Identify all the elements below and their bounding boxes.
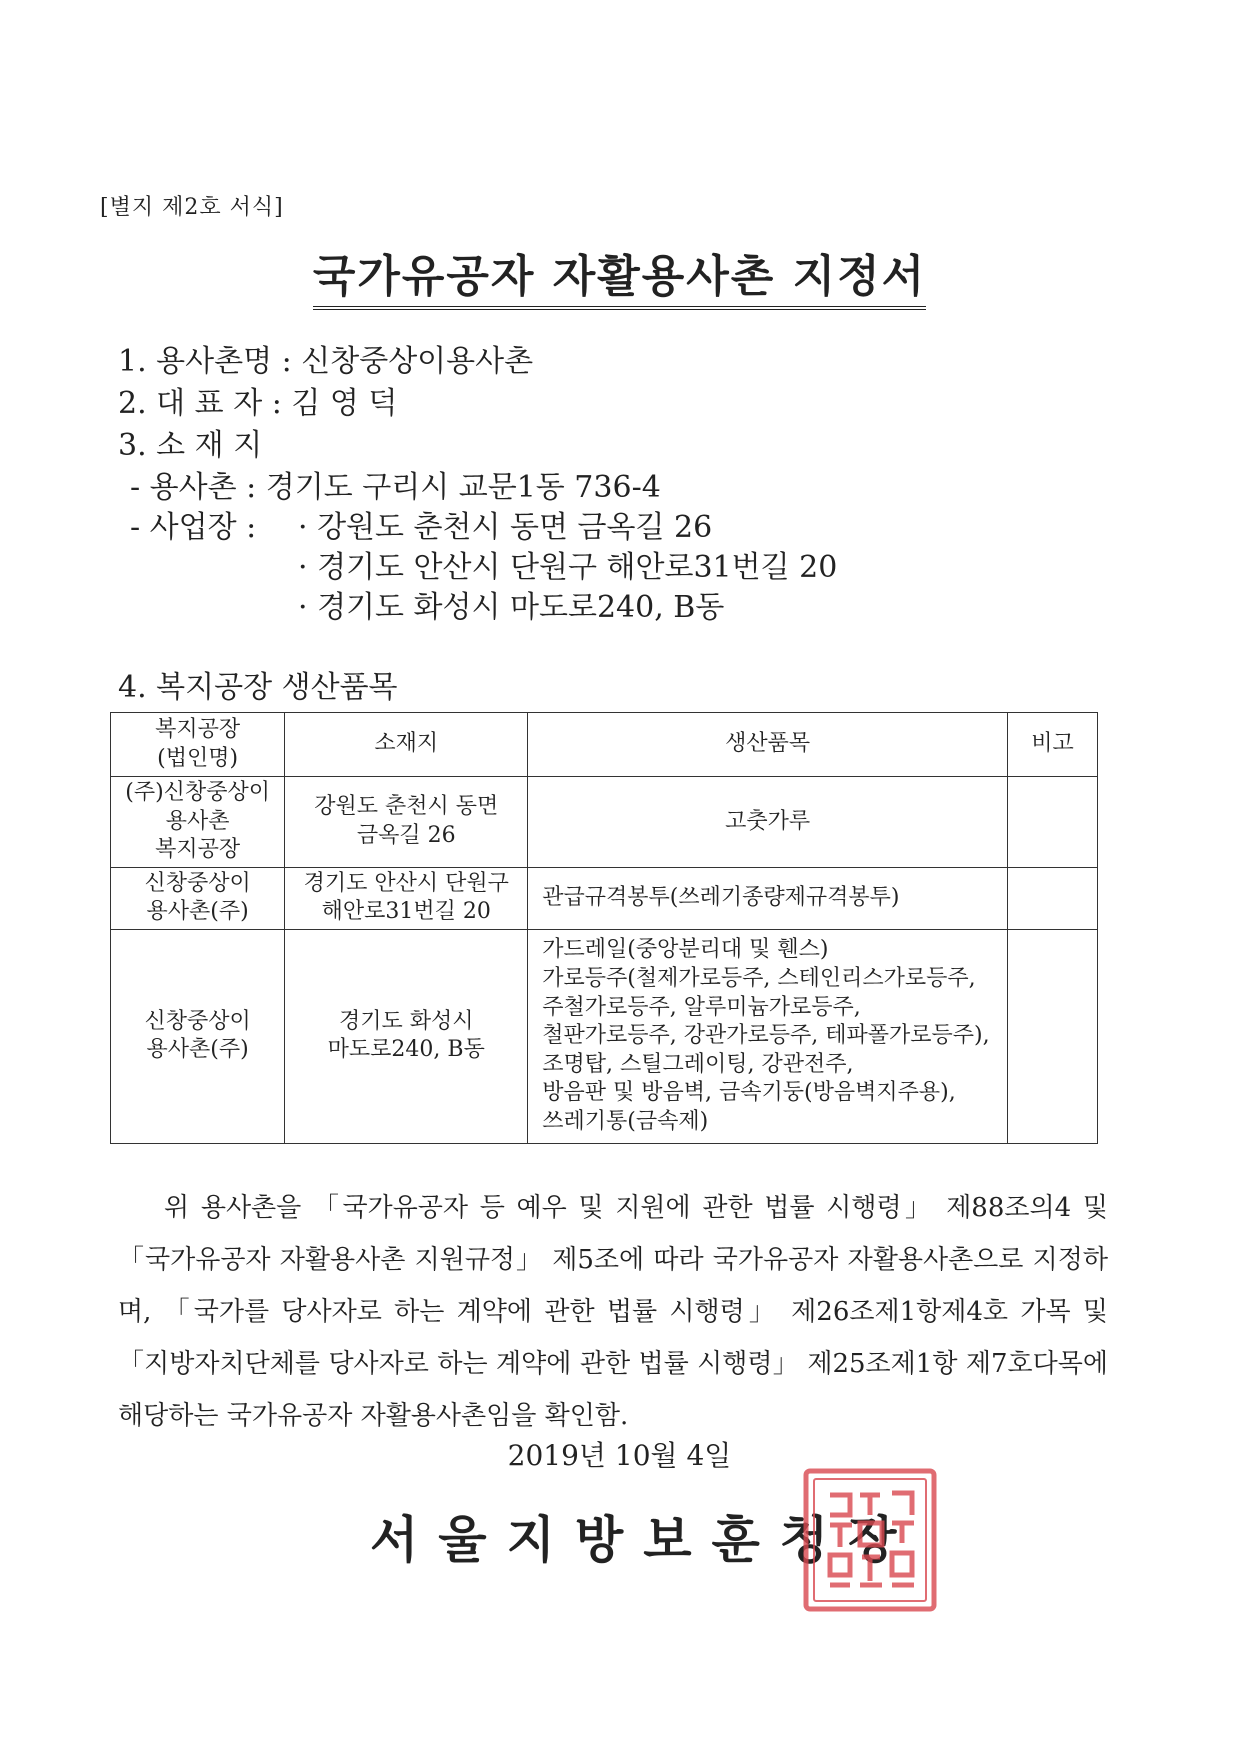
cell-note [1008, 777, 1098, 868]
products-table [110, 712, 1098, 1144]
products-heading: 4. 복지공장 생산품목 [118, 670, 398, 705]
header-location: 소재지 [285, 713, 528, 777]
cell-note [1008, 867, 1098, 929]
table-row [111, 929, 1098, 1143]
title-text: 국가유공자 자활용사촌 지정서 [313, 251, 926, 310]
location-heading: 3. 소 재 지 [118, 428, 263, 463]
issue-date: 2019년 10월 4일 [507, 1439, 732, 1472]
cell-company: 신창중상이 용사촌(주) [111, 929, 285, 1143]
form-number: [별지 제2호 서식] [100, 195, 284, 220]
cell-location: 경기도 화성시 마도로240, B동 [285, 929, 528, 1143]
cell-products: 고춧가루 [528, 777, 1008, 868]
body-paragraph [118, 1182, 1108, 1442]
representative-line: 2. 대 표 자 : 김 영 덕 [118, 386, 398, 421]
village-name-line: 1. 용사촌명 : 신창중상이용사촌 [118, 344, 534, 379]
table-row [111, 867, 1098, 929]
cell-location: 경기도 안산시 단원구 해안로31번길 20 [285, 867, 528, 929]
cell-location: 강원도 춘천시 동면 금옥길 26 [285, 777, 528, 868]
document-title [0, 240, 1239, 304]
village-address-line: - 용사촌 : 경기도 구리시 교문1동 736-4 [130, 470, 661, 505]
body-text: 위 용사촌을 「국가유공자 등 예우 및 지원에 관한 법률 시행령」 제88조의4 및 「국가유공자 자활용사촌 지원규정」 제5조에 따라 국가유공자 자활용사촌으로 지정하며, 「국가를 당사자로 하는 계약에 관한 법률 시행령」 제26조제1항제4호 가목 및 「지방자치단체를 당사자로 하는 계약에 관한 법률 시행령」 제25조제1항 제7호다목에 해당하는 국가유공자 자활용사촌임을 확인함. [118, 1193, 1108, 1431]
table-row [111, 777, 1098, 868]
business-site: · 경기도 화성시 마도로240, B동 [298, 590, 725, 625]
cell-note [1008, 929, 1098, 1143]
business-site: · 강원도 춘천시 동면 금옥길 26 [298, 510, 713, 545]
header-company: 복지공장 (법인명) [111, 713, 285, 777]
table-header-row [111, 713, 1098, 777]
business-site: · 경기도 안산시 단원구 해안로31번길 20 [298, 550, 838, 585]
cell-products: 관급규격봉투(쓰레기종량제규격봉투) [528, 867, 1008, 929]
official-seal-icon [800, 1465, 940, 1615]
header-products: 생산품목 [528, 713, 1008, 777]
cell-company: 신창중상이 용사촌(주) [111, 867, 285, 929]
cell-products: 가드레일(중앙분리대 및 휀스) 가로등주(철제가로등주, 스테인리스가로등주, 주철가로등주, 알루미늄가로등주, 철판가로등주, 강관가로등주, 테파폴가로등주), 조명탑, 스틸그레이팅, 강관전주, 방음판 및 방음벽, 금속기둥(방음벽지주용), 쓰레기통(금속제) [528, 929, 1008, 1143]
header-note: 비고 [1008, 713, 1098, 777]
cell-company: (주)신창중상이 용사촌 복지공장 [111, 777, 285, 868]
issuer-name: 서울지방보훈청장 [370, 1510, 917, 1569]
business-label: - 사업장 : [130, 510, 257, 545]
